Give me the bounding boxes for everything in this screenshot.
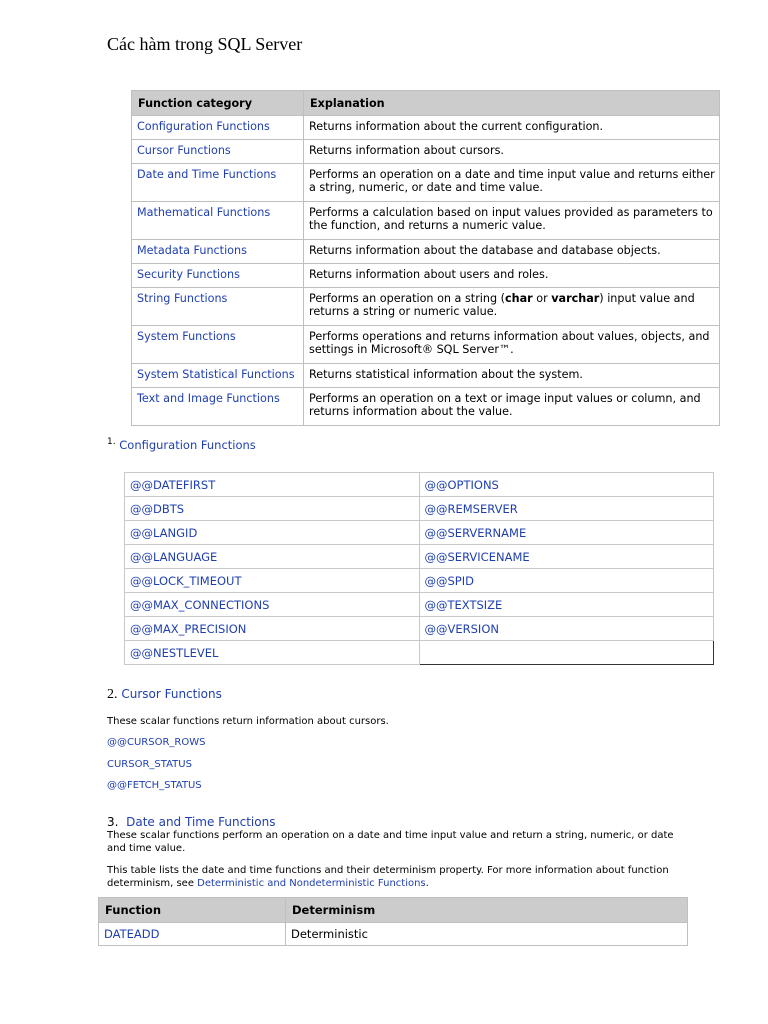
determinism-description — [107, 864, 687, 890]
column-header-category: Function category — [132, 91, 304, 116]
table-row — [125, 545, 714, 569]
section-heading-configuration — [107, 438, 256, 452]
table-row — [125, 497, 714, 521]
explanation-cell — [304, 288, 720, 326]
keyword-char: char — [505, 292, 533, 305]
section-number: 1. — [107, 437, 116, 447]
explanation-cell: Returns information about cursors. — [304, 140, 720, 164]
determinism-cell: Deterministic — [286, 923, 688, 946]
link-cursor-functions[interactable]: Cursor Functions — [137, 144, 231, 157]
section-number: 3. — [107, 815, 119, 829]
table-row — [125, 473, 714, 497]
link-configuration-functions-heading[interactable]: Configuration Functions — [119, 438, 256, 452]
section-heading-date-time — [107, 815, 275, 829]
function-link[interactable]: @@LANGUAGE — [130, 549, 218, 564]
section-number: 2. — [107, 687, 118, 702]
determinism-text: This table lists the date and time functions and their determinism property. For more information about function determinism, see — [107, 865, 669, 889]
table-header-row — [99, 898, 688, 923]
link-text-and-image-functions[interactable]: Text and Image Functions — [137, 392, 280, 405]
function-link[interactable]: @@SERVERNAME — [424, 525, 527, 540]
date-time-functions-table — [98, 897, 688, 946]
function-link[interactable]: @@REMSERVER — [424, 501, 518, 516]
explanation-cell: Returns statistical information about the system. — [304, 364, 720, 388]
function-link-cursor-status[interactable]: CURSOR_STATUS — [107, 759, 192, 770]
table-row — [99, 923, 688, 946]
empty-cell — [419, 641, 714, 665]
link-string-functions[interactable]: String Functions — [137, 292, 228, 305]
explanation-cell: Performs a calculation based on input values provided as parameters to the function, and returns a numeric value. — [304, 202, 720, 240]
configuration-functions-table — [124, 472, 714, 665]
function-link[interactable]: @@LOCK_TIMEOUT — [130, 573, 242, 588]
table-row — [125, 617, 714, 641]
table-row — [125, 641, 714, 665]
link-date-and-time-functions[interactable]: Date and Time Functions — [137, 168, 277, 181]
table-row — [132, 364, 720, 388]
column-header-explanation: Explanation — [304, 91, 720, 116]
link-system-functions[interactable]: System Functions — [137, 330, 236, 343]
document-title: Các hàm trong SQL Server — [107, 34, 303, 54]
link-cursor-functions-heading[interactable]: Cursor Functions — [121, 687, 222, 701]
function-link-dateadd[interactable]: DATEADD — [104, 927, 160, 941]
date-time-description: These scalar functions perform an operation on a date and time input value and return a string, numeric, or date and time value. — [107, 830, 674, 854]
function-link-cursor-rows[interactable]: @@CURSOR_ROWS — [107, 737, 206, 748]
table-row — [125, 569, 714, 593]
link-date-and-time-functions-heading[interactable]: Date and Time Functions — [126, 815, 276, 829]
explanation-text: Performs an operation on a string ( — [309, 292, 506, 305]
function-link[interactable]: @@VERSION — [424, 621, 499, 636]
function-link[interactable]: @@SERVICENAME — [424, 549, 530, 564]
link-security-functions[interactable]: Security Functions — [137, 268, 240, 281]
explanation-cell: Returns information about the database and database objects. — [304, 240, 720, 264]
function-link[interactable]: @@LANGID — [130, 525, 198, 540]
link-deterministic-functions[interactable]: Deterministic and Nondeterministic Functions — [197, 878, 426, 889]
table-row — [132, 288, 720, 326]
function-link[interactable]: @@MAX_CONNECTIONS — [130, 597, 270, 612]
table-row — [132, 388, 720, 426]
keyword-varchar: varchar — [551, 292, 600, 305]
explanation-text: or — [532, 292, 552, 305]
function-link[interactable]: @@DBTS — [130, 501, 185, 516]
link-configuration-functions[interactable]: Configuration Functions — [137, 120, 270, 133]
table-row — [125, 593, 714, 617]
function-link[interactable]: @@SPID — [424, 573, 474, 588]
table-row — [132, 202, 720, 240]
section-heading-cursor — [107, 687, 222, 703]
table-row — [132, 116, 720, 140]
table-row — [132, 140, 720, 164]
table-row — [132, 164, 720, 202]
table-row — [125, 521, 714, 545]
function-link[interactable]: @@NESTLEVEL — [130, 645, 219, 660]
function-link[interactable]: @@MAX_PRECISION — [130, 621, 247, 636]
explanation-cell: Performs an operation on a text or image input values or column, and returns information about the value. — [304, 388, 720, 426]
function-link[interactable]: @@OPTIONS — [424, 477, 499, 492]
column-header-function: Function — [99, 898, 286, 923]
link-metadata-functions[interactable]: Metadata Functions — [137, 244, 247, 257]
explanation-cell: Performs an operation on a date and time input value and returns either a string, numeric, or date and time value. — [304, 164, 720, 202]
link-mathematical-functions[interactable]: Mathematical Functions — [137, 206, 271, 219]
function-link[interactable]: @@TEXTSIZE — [424, 597, 503, 612]
table-row — [132, 264, 720, 288]
explanation-text: ) input value and returns a string or numeric value. — [309, 292, 695, 318]
cursor-description: These scalar functions return information about cursors. — [107, 716, 389, 727]
column-header-determinism: Determinism — [286, 898, 688, 923]
explanation-cell: Returns information about users and roles. — [304, 264, 720, 288]
explanation-cell: Returns information about the current configuration. — [304, 116, 720, 140]
link-system-statistical-functions[interactable]: System Statistical Functions — [137, 368, 295, 381]
function-link[interactable]: @@DATEFIRST — [130, 477, 216, 492]
table-row — [132, 326, 720, 364]
table-header-row — [132, 91, 720, 116]
function-category-table — [131, 90, 720, 426]
determinism-text-end: . — [425, 878, 429, 889]
table-row — [132, 240, 720, 264]
explanation-cell: Performs operations and returns information about values, objects, and settings in Microsoft® SQL Server™. — [304, 326, 720, 364]
function-link-fetch-status[interactable]: @@FETCH_STATUS — [107, 780, 202, 791]
